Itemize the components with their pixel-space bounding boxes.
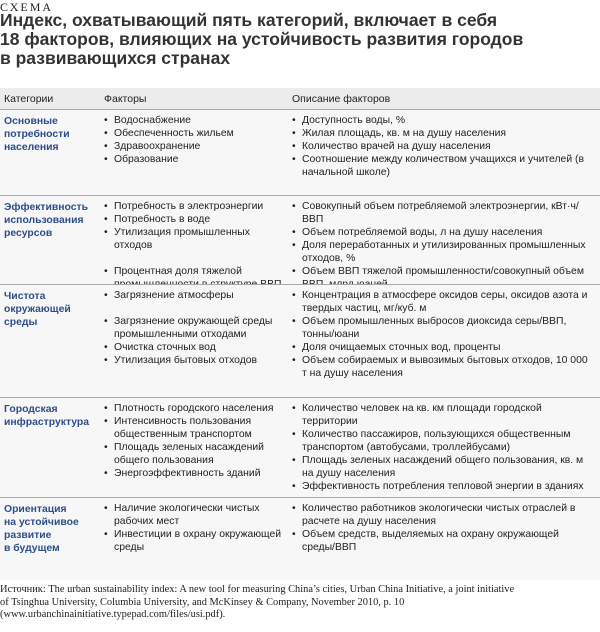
column-header-factors: Факторы <box>104 93 147 105</box>
factors-cell <box>104 289 284 367</box>
list-item: • Энергоэффективность зданий <box>104 467 284 480</box>
category-cell: Городская инфраструктура <box>4 404 90 428</box>
list-item: • Наличие экологически чистых рабочих мест <box>104 502 284 528</box>
source-line: Источник: The urban sustainability index: A new tool for measuring China’s cities, Urban China Initiative, a joint initiative <box>0 584 515 595</box>
table-header <box>0 88 600 109</box>
descriptions-cell <box>292 289 592 380</box>
list-item: • Объем ВВП тяжелой промышленности/совокупный объем <box>292 265 592 291</box>
list-item: • Здравоохранение <box>104 140 284 153</box>
table-row <box>0 398 600 497</box>
list-item: • Концентрация в атмосфере оксидов серы, оксидов азота и твердых частиц, мг/куб. м <box>292 289 592 315</box>
list-item: • Объем промышленных выбросов диоксида серы/ВВП, тонны/юани <box>292 315 592 341</box>
list-item: • Потребность в воде <box>104 213 284 226</box>
list-item: • Инвестиции в охрану окружающей среды <box>104 528 284 554</box>
factors-table <box>0 88 600 580</box>
list-item: • Загрязнение окружающей среды промышленными отходами <box>104 315 284 341</box>
list-item: • Доля очищаемых сточных вод, проценты <box>292 341 592 354</box>
column-header-descriptions: Описание факторов <box>292 93 391 105</box>
descriptions-cell <box>292 200 592 291</box>
list-item: • Объем средств, выделяемых на охрану окружающей среды/ВВП <box>292 528 592 554</box>
list-item: • Водоснабжение <box>104 114 284 127</box>
list-item: • Количество пассажиров, пользующихся общественным транспортом (автобусами, троллейбусами) <box>292 428 592 454</box>
descriptions-cell <box>292 114 592 179</box>
title-line: Индекс, охватывающий пять категорий, включает в себя <box>0 10 498 30</box>
factors-cell <box>104 200 284 291</box>
table-row <box>0 196 600 284</box>
figure-title <box>0 11 600 68</box>
factors-cell <box>104 114 284 166</box>
title-line: в развивающихся странах <box>0 48 231 68</box>
list-item: • Соотношение между количеством учащихся и учителей (в начальной школе) <box>292 153 592 179</box>
list-item: • Интенсивность пользования общественным транспортом <box>104 415 284 441</box>
list-item: • Объем потребляемой воды, л на душу населения <box>292 226 592 239</box>
source-line: (www.urbanchinainitiative.typepad.com/files/usi.pdf). <box>0 609 226 620</box>
list-item: • Процентная доля тяжелой <box>104 265 284 291</box>
category-cell: Чистота окружающей среды <box>4 291 71 328</box>
list-item: • Плотность городского населения <box>104 402 284 415</box>
factors-cell <box>104 502 284 554</box>
category-cell: Ориентация на устойчивое развитие в будущем <box>4 504 79 554</box>
list-item: • Очистка сточных вод <box>104 341 284 354</box>
category-cell: Основные потребности населения <box>4 116 70 153</box>
list-item: • Совокупный объем потребляемой электроэнергии, кВт·ч/ВВП <box>292 200 592 226</box>
list-item: • Загрязнение атмосферы <box>104 289 284 302</box>
list-item: • Количество работников экологически чистых отраслей в расчете на душу населения <box>292 502 592 528</box>
descriptions-cell <box>292 502 592 554</box>
column-header-categories: Категории <box>4 93 54 105</box>
list-item: • Утилизация промышленных отходов <box>104 226 284 252</box>
list-item: • Обеспеченность жильем <box>104 127 284 140</box>
list-item: • Образование <box>104 153 284 166</box>
list-item: • Утилизация бытовых отходов <box>104 354 284 367</box>
list-item: • Площадь зеленых насаждений общего пользования, кв. м на душу населения <box>292 454 592 480</box>
list-item: • Количество врачей на душу населения <box>292 140 592 153</box>
list-item: • Количество человек на кв. км площади городской территории <box>292 402 592 428</box>
list-item: • Потребность в электроэнергии <box>104 200 284 213</box>
table-row <box>0 498 600 580</box>
source-line: of Tsinghua University, Columbia University, and McKinsey & Company, November 2010, p. 10 <box>0 596 405 608</box>
list-item: • Объем собираемых и вывозимых бытовых отходов, 10 000 т на душу населения <box>292 354 592 380</box>
descriptions-cell <box>292 402 592 493</box>
list-item: • Жилая площадь, кв. м на душу населения <box>292 127 592 140</box>
list-item: • Доступность воды, % <box>292 114 592 127</box>
category-cell: Эффективность использования ресурсов <box>4 202 89 239</box>
title-line: 18 факторов, влияющих на устойчивость развития городов <box>0 29 524 49</box>
list-item: • Площадь зеленых насаждений общего пользования <box>104 441 284 467</box>
list-item: • Доля переработанных и утилизированных промышленных отходов, % <box>292 239 592 265</box>
figure-label: СХЕМА <box>0 0 54 14</box>
table-row <box>0 285 600 397</box>
list-item: • Эффективность потребления тепловой энергии в зданиях <box>292 480 592 493</box>
factors-cell <box>104 402 284 480</box>
source-note <box>0 584 600 622</box>
table-row <box>0 110 600 195</box>
